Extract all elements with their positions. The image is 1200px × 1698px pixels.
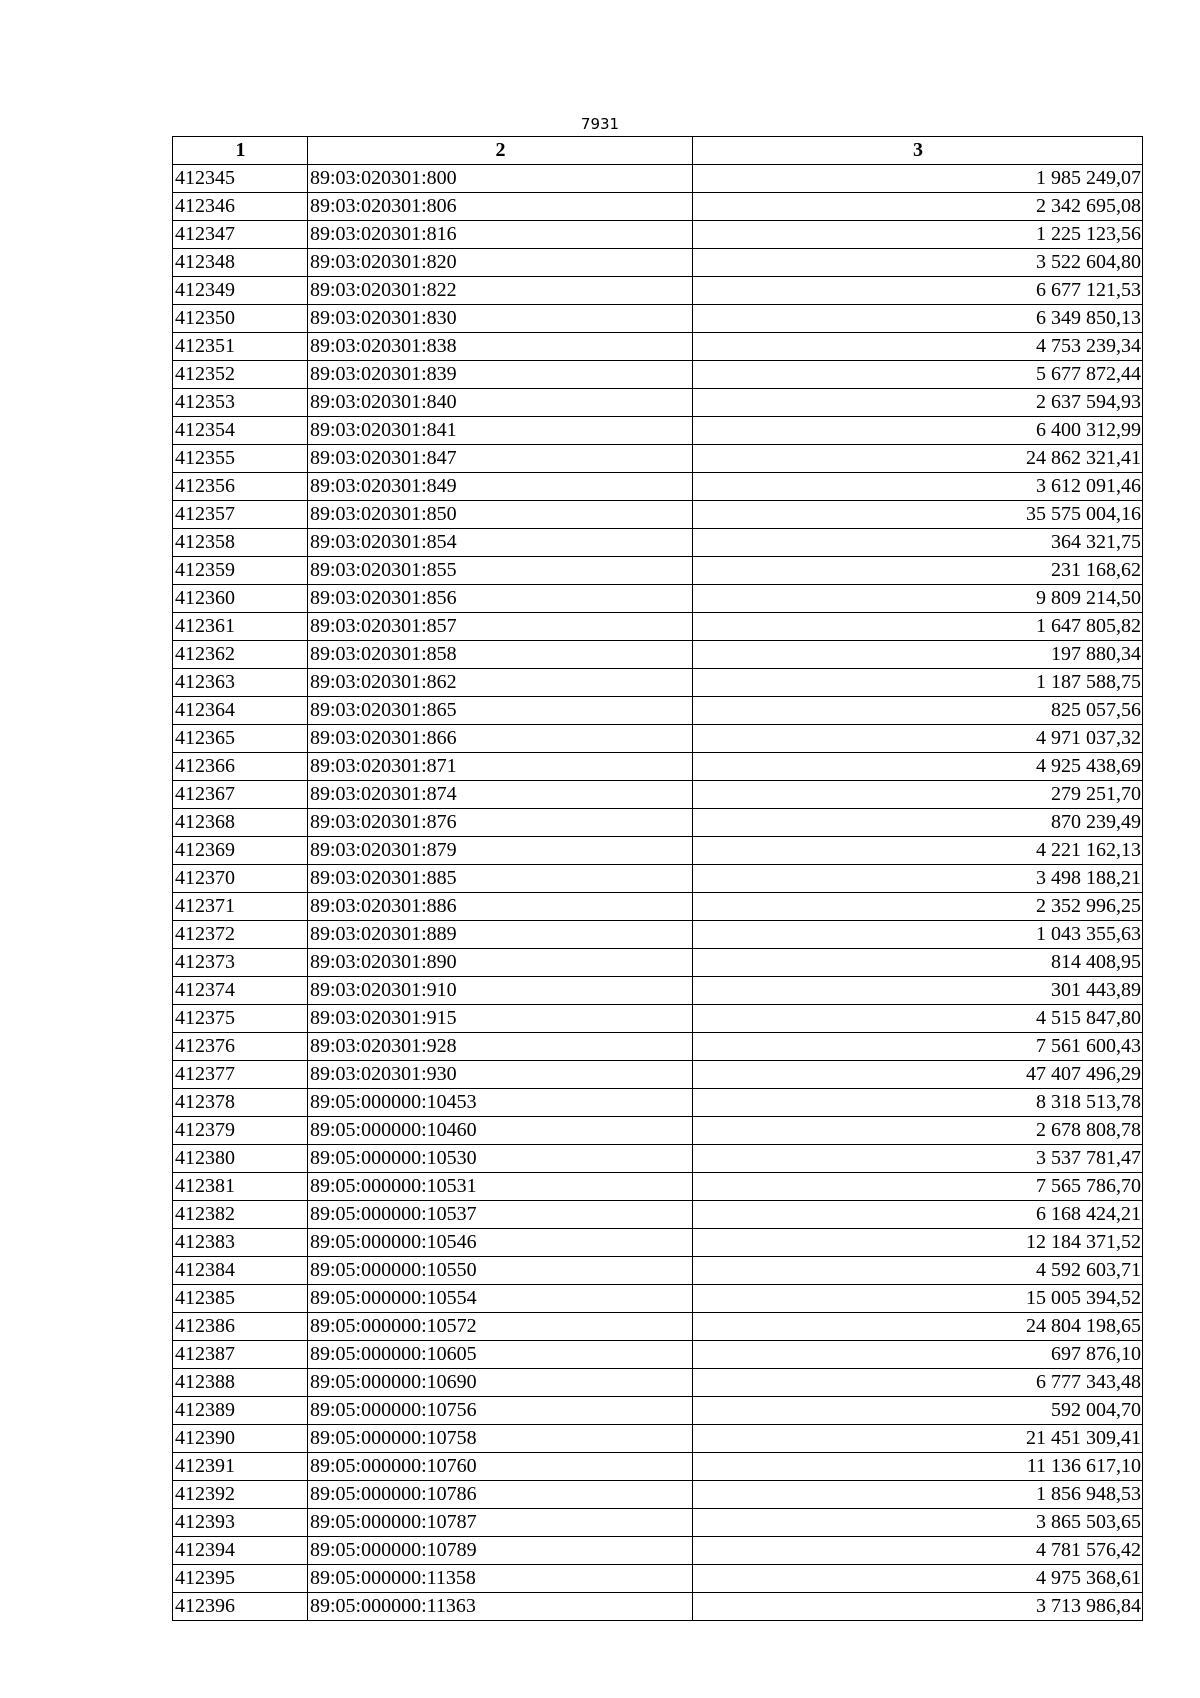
row-number-cell: 412353	[173, 389, 308, 417]
cadastral-number-cell: 89:05:000000:10572	[308, 1313, 693, 1341]
value-cell: 4 515 847,80	[693, 1005, 1143, 1033]
table-row	[173, 613, 1143, 641]
value-cell: 35 575 004,16	[693, 501, 1143, 529]
value-cell: 3 612 091,46	[693, 473, 1143, 501]
value-cell: 1 225 123,56	[693, 221, 1143, 249]
table-row	[173, 557, 1143, 585]
table-row	[173, 1117, 1143, 1145]
row-number-cell: 412371	[173, 893, 308, 921]
value-cell: 197 880,34	[693, 641, 1143, 669]
row-number-cell: 412361	[173, 613, 308, 641]
row-number-cell: 412346	[173, 193, 308, 221]
row-number-cell: 412388	[173, 1369, 308, 1397]
table-row	[173, 977, 1143, 1005]
table-row	[173, 1005, 1143, 1033]
cadastral-number-cell: 89:05:000000:11358	[308, 1565, 693, 1593]
table-row	[173, 1033, 1143, 1061]
row-number-cell: 412345	[173, 165, 308, 193]
table-row	[173, 1201, 1143, 1229]
row-number-cell: 412396	[173, 1593, 308, 1621]
table-row	[173, 1173, 1143, 1201]
row-number-cell: 412356	[173, 473, 308, 501]
value-cell: 301 443,89	[693, 977, 1143, 1005]
table-row	[173, 1285, 1143, 1313]
cadastral-number-cell: 89:03:020301:871	[308, 753, 693, 781]
cadastral-number-cell: 89:03:020301:889	[308, 921, 693, 949]
cadastral-number-cell: 89:03:020301:858	[308, 641, 693, 669]
cadastral-number-cell: 89:05:000000:10787	[308, 1509, 693, 1537]
value-cell: 3 713 986,84	[693, 1593, 1143, 1621]
row-number-cell: 412347	[173, 221, 308, 249]
cadastral-number-cell: 89:05:000000:11363	[308, 1593, 693, 1621]
row-number-cell: 412380	[173, 1145, 308, 1173]
table-row	[173, 1453, 1143, 1481]
value-cell: 592 004,70	[693, 1397, 1143, 1425]
cadastral-number-cell: 89:03:020301:800	[308, 165, 693, 193]
row-number-cell: 412376	[173, 1033, 308, 1061]
value-cell: 6 677 121,53	[693, 277, 1143, 305]
value-cell: 24 804 198,65	[693, 1313, 1143, 1341]
row-number-cell: 412363	[173, 669, 308, 697]
table-row	[173, 249, 1143, 277]
table-header-row	[173, 137, 1143, 165]
value-cell: 2 678 808,78	[693, 1117, 1143, 1145]
row-number-cell: 412370	[173, 865, 308, 893]
value-cell: 4 971 037,32	[693, 725, 1143, 753]
row-number-cell: 412392	[173, 1481, 308, 1509]
value-cell: 3 522 604,80	[693, 249, 1143, 277]
row-number-cell: 412389	[173, 1397, 308, 1425]
value-cell: 4 592 603,71	[693, 1257, 1143, 1285]
cadastral-number-cell: 89:03:020301:886	[308, 893, 693, 921]
value-cell: 814 408,95	[693, 949, 1143, 977]
value-cell: 1 043 355,63	[693, 921, 1143, 949]
row-number-cell: 412377	[173, 1061, 308, 1089]
value-cell: 1 856 948,53	[693, 1481, 1143, 1509]
cadastral-number-cell: 89:03:020301:857	[308, 613, 693, 641]
row-number-cell: 412349	[173, 277, 308, 305]
value-cell: 7 561 600,43	[693, 1033, 1143, 1061]
cadastral-number-cell: 89:03:020301:816	[308, 221, 693, 249]
value-cell: 231 168,62	[693, 557, 1143, 585]
value-cell: 5 677 872,44	[693, 361, 1143, 389]
cadastral-number-cell: 89:03:020301:841	[308, 417, 693, 445]
column-header-number: 1	[173, 137, 308, 165]
table-row	[173, 585, 1143, 613]
row-number-cell: 412386	[173, 1313, 308, 1341]
cadastral-number-cell: 89:03:020301:855	[308, 557, 693, 585]
table-row	[173, 1425, 1143, 1453]
table-row	[173, 809, 1143, 837]
page-number: 7931	[580, 115, 620, 133]
cadastral-number-cell: 89:03:020301:854	[308, 529, 693, 557]
cadastral-number-cell: 89:03:020301:849	[308, 473, 693, 501]
table-row	[173, 529, 1143, 557]
value-cell: 11 136 617,10	[693, 1453, 1143, 1481]
row-number-cell: 412393	[173, 1509, 308, 1537]
table-row	[173, 277, 1143, 305]
cadastral-number-cell: 89:05:000000:10537	[308, 1201, 693, 1229]
value-cell: 6 777 343,48	[693, 1369, 1143, 1397]
table-row	[173, 1397, 1143, 1425]
cadastral-number-cell: 89:03:020301:838	[308, 333, 693, 361]
table-row	[173, 725, 1143, 753]
cadastral-number-cell: 89:03:020301:820	[308, 249, 693, 277]
cadastral-number-cell: 89:03:020301:865	[308, 697, 693, 725]
table-row	[173, 1145, 1143, 1173]
value-cell: 8 318 513,78	[693, 1089, 1143, 1117]
row-number-cell: 412352	[173, 361, 308, 389]
cadastral-number-cell: 89:03:020301:928	[308, 1033, 693, 1061]
cadastral-number-cell: 89:03:020301:876	[308, 809, 693, 837]
table-row	[173, 1537, 1143, 1565]
row-number-cell: 412387	[173, 1341, 308, 1369]
table-row	[173, 1089, 1143, 1117]
cadastral-number-cell: 89:03:020301:806	[308, 193, 693, 221]
row-number-cell: 412394	[173, 1537, 308, 1565]
row-number-cell: 412358	[173, 529, 308, 557]
table-row	[173, 753, 1143, 781]
table-body	[173, 165, 1143, 1621]
value-cell: 1 647 805,82	[693, 613, 1143, 641]
value-cell: 15 005 394,52	[693, 1285, 1143, 1313]
cadastral-number-cell: 89:05:000000:10554	[308, 1285, 693, 1313]
row-number-cell: 412362	[173, 641, 308, 669]
value-cell: 47 407 496,29	[693, 1061, 1143, 1089]
cadastral-number-cell: 89:05:000000:10453	[308, 1089, 693, 1117]
table-row	[173, 1257, 1143, 1285]
value-cell: 2 342 695,08	[693, 193, 1143, 221]
value-cell: 364 321,75	[693, 529, 1143, 557]
value-cell: 3 537 781,47	[693, 1145, 1143, 1173]
cadastral-number-cell: 89:03:020301:840	[308, 389, 693, 417]
table-row	[173, 1313, 1143, 1341]
table-row	[173, 865, 1143, 893]
cadastral-number-cell: 89:03:020301:874	[308, 781, 693, 809]
row-number-cell: 412357	[173, 501, 308, 529]
cadastral-number-cell: 89:05:000000:10530	[308, 1145, 693, 1173]
value-cell: 2 352 996,25	[693, 893, 1143, 921]
cadastral-number-cell: 89:03:020301:856	[308, 585, 693, 613]
cadastral-number-cell: 89:05:000000:10550	[308, 1257, 693, 1285]
cadastral-number-cell: 89:05:000000:10758	[308, 1425, 693, 1453]
cadastral-number-cell: 89:03:020301:866	[308, 725, 693, 753]
table-row	[173, 165, 1143, 193]
row-number-cell: 412378	[173, 1089, 308, 1117]
row-number-cell: 412368	[173, 809, 308, 837]
row-number-cell: 412364	[173, 697, 308, 725]
row-number-cell: 412395	[173, 1565, 308, 1593]
cadastral-number-cell: 89:05:000000:10760	[308, 1453, 693, 1481]
table-row	[173, 305, 1143, 333]
cadastral-number-cell: 89:05:000000:10786	[308, 1481, 693, 1509]
column-header-value: 3	[693, 137, 1143, 165]
row-number-cell: 412372	[173, 921, 308, 949]
row-number-cell: 412350	[173, 305, 308, 333]
value-cell: 4 781 576,42	[693, 1537, 1143, 1565]
table-row	[173, 893, 1143, 921]
table-row	[173, 417, 1143, 445]
table-row	[173, 361, 1143, 389]
value-cell: 6 349 850,13	[693, 305, 1143, 333]
cadastral-number-cell: 89:03:020301:830	[308, 305, 693, 333]
table-row	[173, 501, 1143, 529]
row-number-cell: 412355	[173, 445, 308, 473]
table-row	[173, 1061, 1143, 1089]
row-number-cell: 412391	[173, 1453, 308, 1481]
table-row	[173, 1593, 1143, 1621]
cadastral-number-cell: 89:03:020301:930	[308, 1061, 693, 1089]
table-row	[173, 837, 1143, 865]
value-cell: 3 865 503,65	[693, 1509, 1143, 1537]
row-number-cell: 412348	[173, 249, 308, 277]
table-row	[173, 333, 1143, 361]
value-cell: 279 251,70	[693, 781, 1143, 809]
table-row	[173, 473, 1143, 501]
cadastral-number-cell: 89:03:020301:850	[308, 501, 693, 529]
cadastral-number-cell: 89:05:000000:10756	[308, 1397, 693, 1425]
cadastral-number-cell: 89:05:000000:10605	[308, 1341, 693, 1369]
row-number-cell: 412374	[173, 977, 308, 1005]
value-cell: 697 876,10	[693, 1341, 1143, 1369]
table-row	[173, 949, 1143, 977]
table-row	[173, 697, 1143, 725]
value-cell: 6 168 424,21	[693, 1201, 1143, 1229]
cadastral-number-cell: 89:03:020301:885	[308, 865, 693, 893]
row-number-cell: 412384	[173, 1257, 308, 1285]
value-cell: 4 221 162,13	[693, 837, 1143, 865]
cadastral-number-cell: 89:05:000000:10460	[308, 1117, 693, 1145]
table-row	[173, 1229, 1143, 1257]
value-cell: 4 925 438,69	[693, 753, 1143, 781]
value-cell: 12 184 371,52	[693, 1229, 1143, 1257]
table-row	[173, 389, 1143, 417]
cadastral-number-cell: 89:03:020301:839	[308, 361, 693, 389]
table-row	[173, 669, 1143, 697]
value-cell: 9 809 214,50	[693, 585, 1143, 613]
cadastral-number-cell: 89:03:020301:890	[308, 949, 693, 977]
cadastral-number-cell: 89:03:020301:915	[308, 1005, 693, 1033]
row-number-cell: 412351	[173, 333, 308, 361]
table-row	[173, 445, 1143, 473]
row-number-cell: 412379	[173, 1117, 308, 1145]
row-number-cell: 412360	[173, 585, 308, 613]
cadastral-number-cell: 89:03:020301:862	[308, 669, 693, 697]
value-cell: 1 187 588,75	[693, 669, 1143, 697]
table-row	[173, 921, 1143, 949]
row-number-cell: 412390	[173, 1425, 308, 1453]
row-number-cell: 412365	[173, 725, 308, 753]
column-header-cadastral: 2	[308, 137, 693, 165]
cadastral-number-cell: 89:05:000000:10546	[308, 1229, 693, 1257]
table-row	[173, 1565, 1143, 1593]
row-number-cell: 412369	[173, 837, 308, 865]
cadastral-number-cell: 89:03:020301:822	[308, 277, 693, 305]
cadastral-number-cell: 89:05:000000:10789	[308, 1537, 693, 1565]
cadastral-number-cell: 89:05:000000:10531	[308, 1173, 693, 1201]
row-number-cell: 412373	[173, 949, 308, 977]
table-row	[173, 221, 1143, 249]
row-number-cell: 412381	[173, 1173, 308, 1201]
value-cell: 3 498 188,21	[693, 865, 1143, 893]
table-row	[173, 1481, 1143, 1509]
cadastral-number-cell: 89:03:020301:847	[308, 445, 693, 473]
row-number-cell: 412367	[173, 781, 308, 809]
data-table	[172, 136, 1143, 1621]
row-number-cell: 412354	[173, 417, 308, 445]
value-cell: 7 565 786,70	[693, 1173, 1143, 1201]
row-number-cell: 412375	[173, 1005, 308, 1033]
value-cell: 21 451 309,41	[693, 1425, 1143, 1453]
table-row	[173, 193, 1143, 221]
table-row	[173, 1341, 1143, 1369]
table-row	[173, 781, 1143, 809]
row-number-cell: 412385	[173, 1285, 308, 1313]
table-row	[173, 1509, 1143, 1537]
value-cell: 1 985 249,07	[693, 165, 1143, 193]
value-cell: 6 400 312,99	[693, 417, 1143, 445]
value-cell: 825 057,56	[693, 697, 1143, 725]
cadastral-number-cell: 89:05:000000:10690	[308, 1369, 693, 1397]
row-number-cell: 412359	[173, 557, 308, 585]
value-cell: 4 975 368,61	[693, 1565, 1143, 1593]
value-cell: 24 862 321,41	[693, 445, 1143, 473]
value-cell: 870 239,49	[693, 809, 1143, 837]
table-row	[173, 641, 1143, 669]
table-row	[173, 1369, 1143, 1397]
cadastral-number-cell: 89:03:020301:879	[308, 837, 693, 865]
row-number-cell: 412382	[173, 1201, 308, 1229]
row-number-cell: 412383	[173, 1229, 308, 1257]
cadastral-number-cell: 89:03:020301:910	[308, 977, 693, 1005]
value-cell: 4 753 239,34	[693, 333, 1143, 361]
row-number-cell: 412366	[173, 753, 308, 781]
value-cell: 2 637 594,93	[693, 389, 1143, 417]
